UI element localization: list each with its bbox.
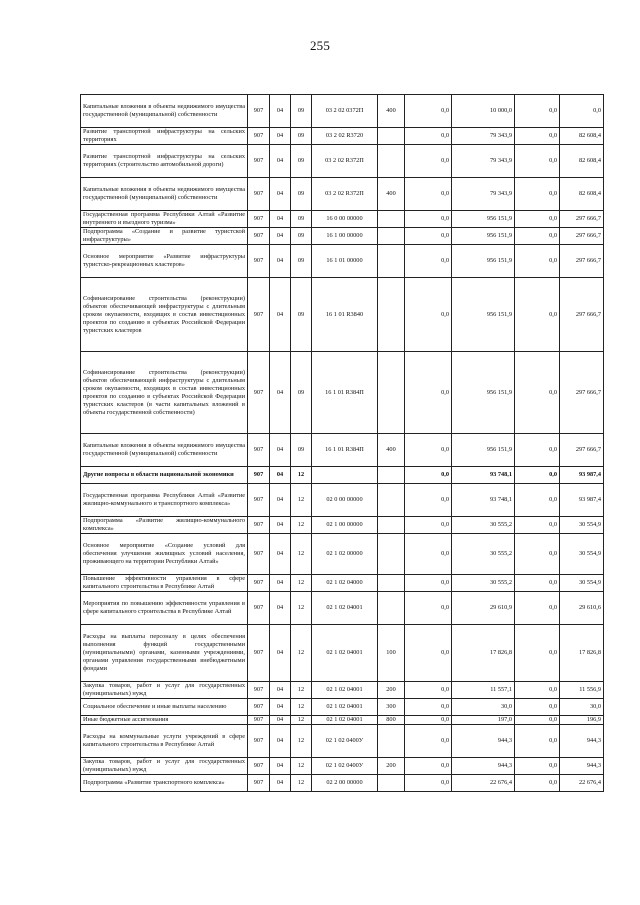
amount-3: 0,0	[515, 575, 560, 592]
amount-3: 0,0	[515, 716, 560, 725]
amount-3: 0,0	[515, 278, 560, 352]
amount-4: 944,3	[560, 725, 604, 758]
amount-1: 0,0	[405, 484, 452, 517]
table-row	[81, 278, 604, 352]
table-row	[81, 517, 604, 534]
amount-4: 82 608,4	[560, 178, 604, 211]
amount-4: 196,9	[560, 716, 604, 725]
expense-type-code	[378, 352, 405, 434]
amount-3: 0,0	[515, 128, 560, 145]
amount-3: 0,0	[515, 484, 560, 517]
subsection-code: 09	[291, 278, 312, 352]
section-code: 04	[270, 484, 291, 517]
section-code: 04	[270, 725, 291, 758]
amount-1: 0,0	[405, 278, 452, 352]
amount-4: 944,3	[560, 758, 604, 775]
amount-4: 82 608,4	[560, 128, 604, 145]
section-code: 04	[270, 211, 291, 228]
amount-3: 0,0	[515, 245, 560, 278]
admin-code: 907	[248, 352, 270, 434]
amount-4: 297 666,7	[560, 228, 604, 245]
row-name: Софинансирование строительства (реконструкции) объектов обеспечивающей инфраструктуры с длительным сроком окупаемости, входящих в состав инвестиционных проектов по созданию в субъектах Российской Федерации туристских кластеров	[81, 278, 248, 352]
amount-1: 0,0	[405, 128, 452, 145]
amount-3: 0,0	[515, 625, 560, 682]
expense-type-code: 400	[378, 434, 405, 467]
amount-2: 30,0	[452, 699, 515, 716]
expense-type-code	[378, 484, 405, 517]
amount-3: 0,0	[515, 434, 560, 467]
target-article-code: 02 2 00 00000	[312, 775, 378, 792]
amount-3: 0,0	[515, 592, 560, 625]
table-row	[81, 625, 604, 682]
amount-4: 30 554,9	[560, 534, 604, 575]
amount-3: 0,0	[515, 95, 560, 128]
expense-type-code	[378, 725, 405, 758]
table-row	[81, 145, 604, 178]
amount-2: 22 676,4	[452, 775, 515, 792]
table-row	[81, 95, 604, 128]
admin-code: 907	[248, 682, 270, 699]
amount-1: 0,0	[405, 178, 452, 211]
row-name: Государственная программа Республики Алтай «Развитие внутреннего и въездного туризма»	[81, 211, 248, 228]
expense-type-code	[378, 228, 405, 245]
target-article-code: 03 2 02 R3720	[312, 128, 378, 145]
table-row	[81, 716, 604, 725]
amount-4: 297 666,7	[560, 245, 604, 278]
target-article-code: 02 1 02 04001	[312, 682, 378, 699]
subsection-code: 09	[291, 352, 312, 434]
expense-type-code	[378, 775, 405, 792]
table-row	[81, 352, 604, 434]
row-name: Софинансирование строительства (реконструкции) объектов обеспечивающей инфраструктуры с длительным сроком окупаемости, входящих в состав инвестиционных проектов по созданию в субъектах Российской Федерации туристских кластеров (в части капитальных вложений в объекты государственной собственности)	[81, 352, 248, 434]
target-article-code: 02 1 02 0400У	[312, 758, 378, 775]
row-name: Развитие транспортной инфраструктуры на сельских территориях	[81, 128, 248, 145]
admin-code: 907	[248, 245, 270, 278]
row-name: Социальное обеспечение и иные выплаты населению	[81, 699, 248, 716]
subsection-code: 09	[291, 434, 312, 467]
row-name: Капитальные вложения в объекты недвижимого имущества государственной (муниципальной) собственности	[81, 95, 248, 128]
admin-code: 907	[248, 128, 270, 145]
amount-2: 197,0	[452, 716, 515, 725]
row-name: Иные бюджетные ассигнования	[81, 716, 248, 725]
section-code: 04	[270, 592, 291, 625]
section-code: 04	[270, 434, 291, 467]
admin-code: 907	[248, 725, 270, 758]
amount-1: 0,0	[405, 682, 452, 699]
section-code: 04	[270, 278, 291, 352]
target-article-code: 02 1 02 04001	[312, 625, 378, 682]
amount-4: 297 666,7	[560, 278, 604, 352]
amount-2: 93 748,1	[452, 484, 515, 517]
row-name: Закупка товаров, работ и услуг для государственных (муниципальных) нужд	[81, 758, 248, 775]
subsection-code: 09	[291, 145, 312, 178]
expense-type-code: 400	[378, 95, 405, 128]
amount-4: 297 666,7	[560, 352, 604, 434]
page-number: 255	[309, 38, 331, 53]
amount-3: 0,0	[515, 517, 560, 534]
expense-type-code	[378, 467, 405, 484]
target-article-code: 16 1 01 00000	[312, 245, 378, 278]
section-code: 04	[270, 716, 291, 725]
amount-1: 0,0	[405, 592, 452, 625]
admin-code: 907	[248, 517, 270, 534]
table-row	[81, 682, 604, 699]
admin-code: 907	[248, 178, 270, 211]
expense-type-code: 200	[378, 682, 405, 699]
section-code: 04	[270, 352, 291, 434]
section-code: 04	[270, 699, 291, 716]
target-article-code: 02 1 02 00000	[312, 534, 378, 575]
target-article-code: 02 0 00 00000	[312, 484, 378, 517]
amount-3: 0,0	[515, 725, 560, 758]
section-code: 04	[270, 178, 291, 211]
row-name: Подпрограмма «Развитие жилищно-коммунального комплекса»	[81, 517, 248, 534]
budget-table-body	[81, 95, 604, 792]
amount-2: 956 151,9	[452, 211, 515, 228]
amount-4: 22 676,4	[560, 775, 604, 792]
amount-4: 11 556,9	[560, 682, 604, 699]
subsection-code: 12	[291, 575, 312, 592]
admin-code: 907	[248, 434, 270, 467]
amount-3: 0,0	[515, 145, 560, 178]
table-row	[81, 211, 604, 228]
amount-2: 944,3	[452, 758, 515, 775]
subsection-code: 09	[291, 128, 312, 145]
target-article-code: 03 2 02 R372П	[312, 145, 378, 178]
amount-1: 0,0	[405, 625, 452, 682]
subsection-code: 12	[291, 484, 312, 517]
expense-type-code: 400	[378, 178, 405, 211]
table-row	[81, 434, 604, 467]
table-row	[81, 484, 604, 517]
amount-2: 11 557,1	[452, 682, 515, 699]
amount-2: 17 826,8	[452, 625, 515, 682]
target-article-code: 02 1 00 00000	[312, 517, 378, 534]
expense-type-code: 200	[378, 758, 405, 775]
amount-3: 0,0	[515, 467, 560, 484]
amount-1: 0,0	[405, 758, 452, 775]
admin-code: 907	[248, 95, 270, 128]
subsection-code: 12	[291, 534, 312, 575]
target-article-code: 02 1 02 04001	[312, 592, 378, 625]
expense-type-code	[378, 592, 405, 625]
amount-2: 79 343,9	[452, 178, 515, 211]
amount-2: 956 151,9	[452, 434, 515, 467]
amount-3: 0,0	[515, 534, 560, 575]
amount-4: 93 987,4	[560, 484, 604, 517]
amount-2: 944,3	[452, 725, 515, 758]
admin-code: 907	[248, 534, 270, 575]
target-article-code: 03 2 02 R372П	[312, 178, 378, 211]
amount-3: 0,0	[515, 352, 560, 434]
table-row	[81, 178, 604, 211]
target-article-code: 02 1 02 04001	[312, 699, 378, 716]
amount-1: 0,0	[405, 211, 452, 228]
amount-1: 0,0	[405, 352, 452, 434]
admin-code: 907	[248, 699, 270, 716]
subsection-code: 09	[291, 178, 312, 211]
table-row	[81, 128, 604, 145]
expense-type-code	[378, 278, 405, 352]
row-name: Развитие транспортной инфраструктуры на сельских территориях (строительство автомобильной дороги)	[81, 145, 248, 178]
amount-1: 0,0	[405, 716, 452, 725]
amount-3: 0,0	[515, 211, 560, 228]
amount-2: 10 000,0	[452, 95, 515, 128]
amount-3: 0,0	[515, 682, 560, 699]
admin-code: 907	[248, 211, 270, 228]
table-row	[81, 725, 604, 758]
amount-1: 0,0	[405, 517, 452, 534]
amount-4: 297 666,7	[560, 211, 604, 228]
table-row	[81, 575, 604, 592]
table-row	[81, 467, 604, 484]
amount-3: 0,0	[515, 228, 560, 245]
admin-code: 907	[248, 467, 270, 484]
amount-2: 30 555,2	[452, 534, 515, 575]
amount-4: 297 666,7	[560, 434, 604, 467]
target-article-code: 02 1 02 04001	[312, 716, 378, 725]
budget-table	[80, 94, 604, 792]
subsection-code: 12	[291, 682, 312, 699]
row-name: Капитальные вложения в объекты недвижимого имущества государственной (муниципальной) собственности	[81, 178, 248, 211]
subsection-code: 09	[291, 245, 312, 278]
amount-4: 17 826,8	[560, 625, 604, 682]
admin-code: 907	[248, 625, 270, 682]
amount-3: 0,0	[515, 178, 560, 211]
subsection-code: 12	[291, 716, 312, 725]
table-row	[81, 775, 604, 792]
subsection-code: 12	[291, 758, 312, 775]
amount-2: 30 555,2	[452, 517, 515, 534]
subsection-code: 09	[291, 211, 312, 228]
subsection-code: 12	[291, 517, 312, 534]
amount-1: 0,0	[405, 228, 452, 245]
subsection-code: 09	[291, 228, 312, 245]
section-code: 04	[270, 228, 291, 245]
amount-1: 0,0	[405, 725, 452, 758]
expense-type-code: 800	[378, 716, 405, 725]
amount-1: 0,0	[405, 434, 452, 467]
amount-4: 29 610,6	[560, 592, 604, 625]
table-row	[81, 699, 604, 716]
target-article-code: 16 1 00 00000	[312, 228, 378, 245]
admin-code: 907	[248, 278, 270, 352]
target-article-code: 02 1 02 04000	[312, 575, 378, 592]
target-article-code: 16 1 01 R384П	[312, 434, 378, 467]
admin-code: 907	[248, 228, 270, 245]
section-code: 04	[270, 682, 291, 699]
row-name: Государственная программа Республики Алтай «Развитие жилищно-коммунального и транспортного комплекса»	[81, 484, 248, 517]
admin-code: 907	[248, 592, 270, 625]
expense-type-code	[378, 128, 405, 145]
amount-2: 93 748,1	[452, 467, 515, 484]
section-code: 04	[270, 758, 291, 775]
amount-4: 82 608,4	[560, 145, 604, 178]
amount-3: 0,0	[515, 699, 560, 716]
table-row	[81, 534, 604, 575]
subsection-code: 12	[291, 625, 312, 682]
amount-4: 30,0	[560, 699, 604, 716]
amount-1: 0,0	[405, 575, 452, 592]
amount-1: 0,0	[405, 245, 452, 278]
admin-code: 907	[248, 145, 270, 178]
amount-1: 0,0	[405, 145, 452, 178]
table-row	[81, 592, 604, 625]
admin-code: 907	[248, 775, 270, 792]
target-article-code: 03 2 02 0372П	[312, 95, 378, 128]
amount-1: 0,0	[405, 534, 452, 575]
section-code: 04	[270, 245, 291, 278]
section-code: 04	[270, 775, 291, 792]
amount-2: 956 151,9	[452, 278, 515, 352]
row-name: Расходы на коммунальные услуги учреждений в сфере капитального строительства в Республике Алтай	[81, 725, 248, 758]
subsection-code: 12	[291, 467, 312, 484]
row-name: Повышение эффективности управления в сфере капитального строительства в Республике Алтай	[81, 575, 248, 592]
section-code: 04	[270, 145, 291, 178]
section-code: 04	[270, 575, 291, 592]
amount-2: 30 555,2	[452, 575, 515, 592]
expense-type-code	[378, 245, 405, 278]
amount-3: 0,0	[515, 775, 560, 792]
subsection-code: 12	[291, 775, 312, 792]
section-code: 04	[270, 625, 291, 682]
admin-code: 907	[248, 758, 270, 775]
row-name: Основное мероприятие «Создание условий для обеспечения улучшения жилищных условий населения, проживающего на территории Республики Алтай»	[81, 534, 248, 575]
section-code: 04	[270, 517, 291, 534]
section-code: 04	[270, 95, 291, 128]
table-row	[81, 758, 604, 775]
amount-1: 0,0	[405, 699, 452, 716]
target-article-code: 16 1 01 R3840	[312, 278, 378, 352]
target-article-code: 16 1 01 R384П	[312, 352, 378, 434]
row-name: Другие вопросы в области национальной экономики	[81, 467, 248, 484]
amount-4: 30 554,9	[560, 575, 604, 592]
amount-4: 0,0	[560, 95, 604, 128]
row-name: Закупка товаров, работ и услуг для государственных (муниципальных) нужд	[81, 682, 248, 699]
amount-1: 0,0	[405, 775, 452, 792]
subsection-code: 09	[291, 95, 312, 128]
row-name: Расходы на выплаты персоналу в целях обеспечения выполнения функций государственными (муниципальными) органами, казенными учреждениями, органами управления государственными внебюджетными фондами	[81, 625, 248, 682]
subsection-code: 12	[291, 699, 312, 716]
expense-type-code: 100	[378, 625, 405, 682]
amount-2: 29 610,9	[452, 592, 515, 625]
row-name: Подпрограмма «Развитие транспортного комплекса»	[81, 775, 248, 792]
amount-3: 0,0	[515, 758, 560, 775]
target-article-code: 16 0 00 00000	[312, 211, 378, 228]
amount-2: 79 343,9	[452, 145, 515, 178]
amount-4: 30 554,9	[560, 517, 604, 534]
amount-1: 0,0	[405, 467, 452, 484]
expense-type-code	[378, 534, 405, 575]
subsection-code: 12	[291, 725, 312, 758]
expense-type-code	[378, 575, 405, 592]
row-name: Основное мероприятие «Развитие инфраструктуры туристско-рекреационных кластеров»	[81, 245, 248, 278]
subsection-code: 12	[291, 592, 312, 625]
amount-2: 956 151,9	[452, 352, 515, 434]
admin-code: 907	[248, 716, 270, 725]
admin-code: 907	[248, 575, 270, 592]
expense-type-code	[378, 145, 405, 178]
section-code: 04	[270, 467, 291, 484]
amount-2: 79 343,9	[452, 128, 515, 145]
table-row	[81, 228, 604, 245]
section-code: 04	[270, 534, 291, 575]
row-name: Капитальные вложения в объекты недвижимого имущества государственной (муниципальной) собственности	[81, 434, 248, 467]
expense-type-code	[378, 211, 405, 228]
table-row	[81, 245, 604, 278]
row-name: Мероприятия по повышению эффективности управления в сфере капитального строительства в Республике Алтай	[81, 592, 248, 625]
row-name: Подпрограмма «Создание и развитие туристской инфраструктуры»	[81, 228, 248, 245]
expense-type-code	[378, 517, 405, 534]
section-code: 04	[270, 128, 291, 145]
amount-4: 93 987,4	[560, 467, 604, 484]
amount-2: 956 151,9	[452, 245, 515, 278]
target-article-code	[312, 467, 378, 484]
amount-1: 0,0	[405, 95, 452, 128]
target-article-code: 02 1 02 0400У	[312, 725, 378, 758]
expense-type-code: 300	[378, 699, 405, 716]
admin-code: 907	[248, 484, 270, 517]
amount-2: 956 151,9	[452, 228, 515, 245]
